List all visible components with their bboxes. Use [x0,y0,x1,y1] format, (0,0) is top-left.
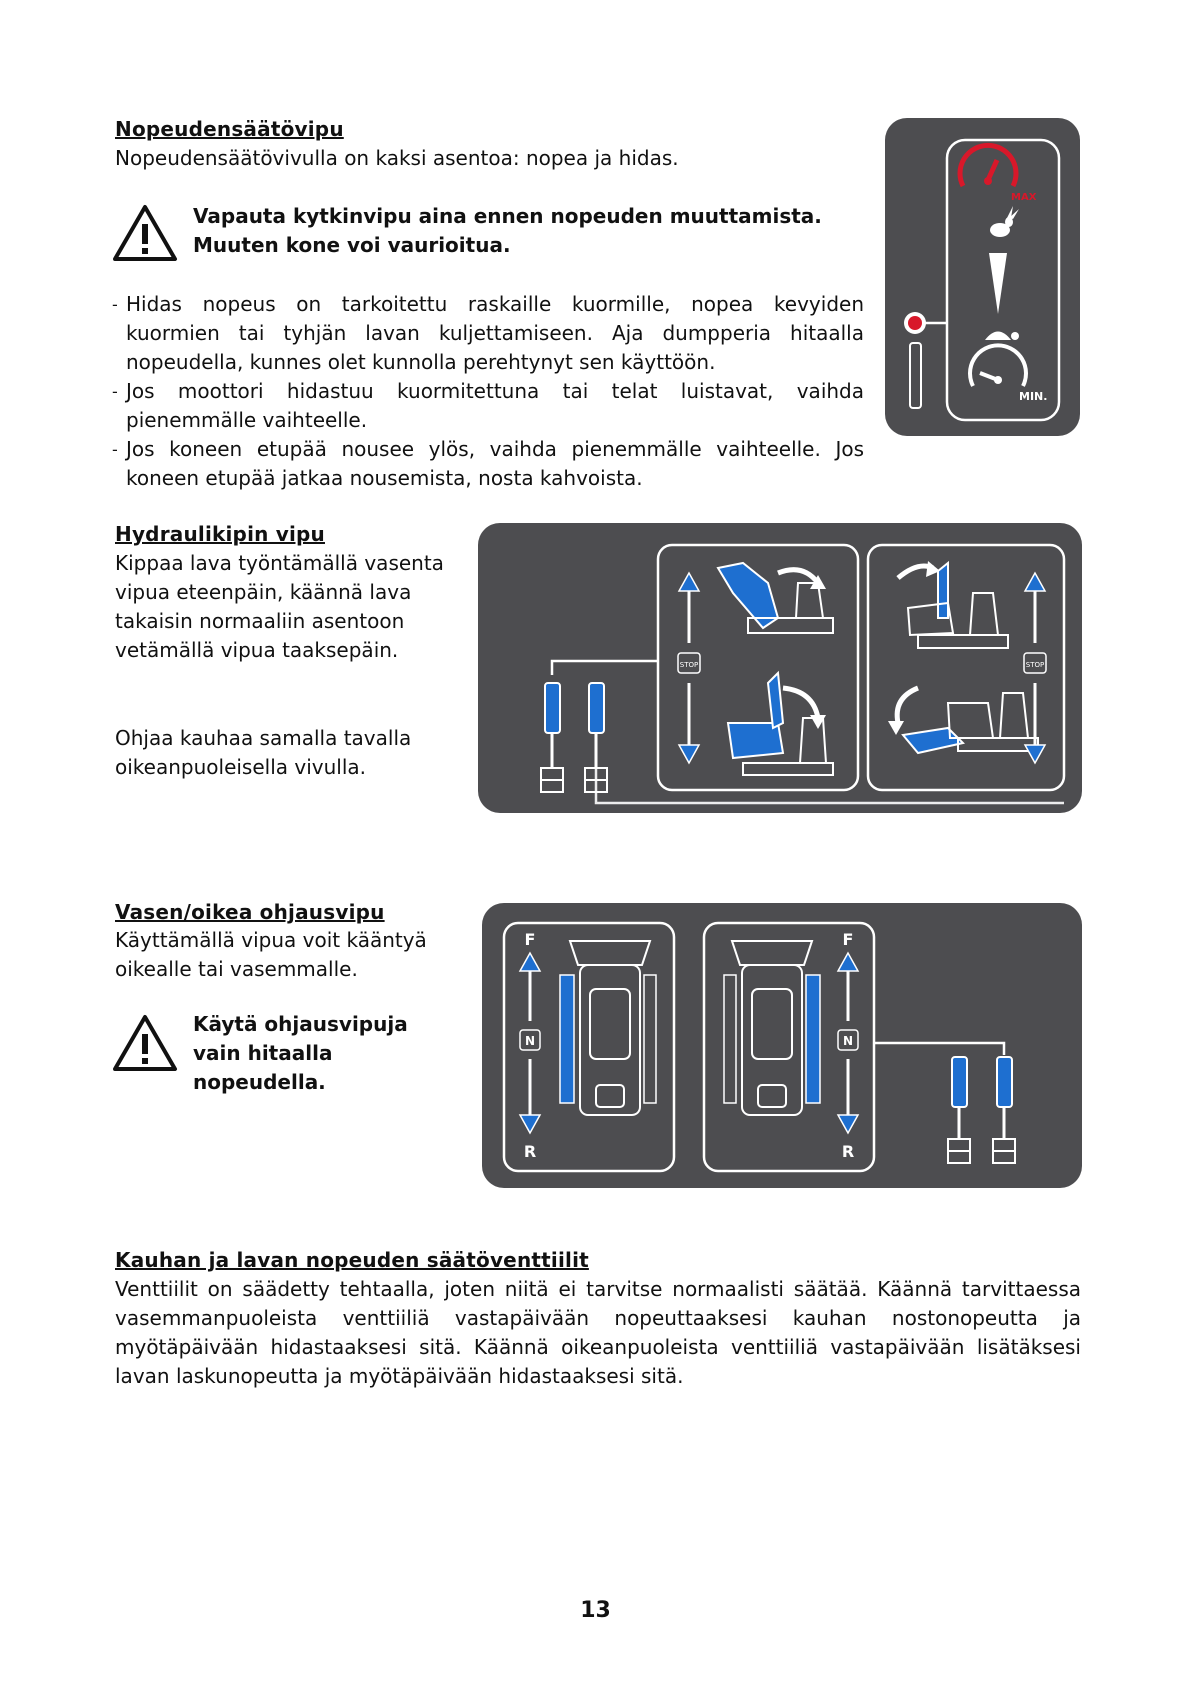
bucket-raise-icon [718,563,833,633]
hydraulic-para2: Ohjaa kauhaa samalla tavalla oikeanpuoleisella vivulla. [115,726,412,779]
steering-warning-line2: vain hitaalla [193,1041,333,1065]
bullet-item: - Jos moottori hidastuu kuormitettuna tai telat luistavat, vaihda pienemmälle vaihteelle. [112,377,864,435]
speed-warning-line2: Muuten kone voi vaurioitua. [193,233,511,257]
speed-intro: Nopeudensäätövivulla on kaksi asentoa: nopea ja hidas. [115,146,679,170]
page-number: 13 [580,1598,611,1623]
skip-return-icon [888,688,1038,753]
hydraulic-para1: Kippaa lava työntämällä vasenta vipua eteenpäin, käännä lava takaisin normaaliin asentoon vetämällä vipua taaksepäin. [115,551,444,662]
svg-text:MAX: MAX [1011,192,1037,203]
fast-speedometer-icon [960,145,1037,203]
speed-lever-diagram [885,118,1080,436]
skip-tip-icon [898,561,1008,648]
steering-lever-diagram [482,903,1082,1188]
steer-right-lever-icon [993,1057,1015,1163]
forward-label-left: F [524,930,536,949]
stop-label-right: STOP [1025,661,1045,669]
steer-left-lever-icon [948,1057,970,1163]
slow-speedometer-icon [970,345,1047,403]
steering-para: Käyttämällä vipua voit kääntyä oikealle tai vasemmalle. [115,928,427,981]
warning-icon [112,1014,178,1072]
left-lever-icon [541,683,563,792]
speed-heading: Nopeudensäätövipu [115,117,344,141]
bucket-lever-arrows-icon [678,573,700,763]
speed-bullet-list [112,290,864,493]
rabbit-icon [990,206,1019,237]
turtle-icon [985,332,1019,341]
right-machine-top-icon [724,941,820,1115]
left-machine-top-icon [560,941,656,1115]
lever-slot [910,343,921,408]
valve-para: Venttiilit on säädetty tehtaalla, joten niitä ei tarvitse normaalisti säätää. Käännä tarvittaessa vasemmanpuoleista venttiiliä vastapäivään nopeuttaaksesi kauhan nostonopeutta ja myötäpäivään hidastaaksesi sitä. Käännä oikeanpuoleista venttiiliä vastapäivään lisätäksesi lavan laskunopeutta ja myötäpäivään hidastaaksesi sitä. [115,1277,1081,1388]
bucket-lower-icon [728,673,833,775]
bullet-item: - Hidas nopeus on tarkoitettu raskaille kuormille, nopea kevyiden kuormien tai tyhjän lavan kuljettamiseen. Aja dumpperia hitaalla nopeudella, kunnes olet kunnolla perehtynyt sen käyttöön. [112,290,864,377]
speed-wedge-icon [989,253,1007,314]
steering-warning-line3: nopeudella. [193,1070,326,1094]
hydraulic-lever-diagram [478,523,1082,813]
left-steer-arrows-icon [520,930,540,1161]
steering-warning-line1: Käytä ohjausvipuja [193,1012,408,1036]
bullet-item: - Jos koneen etupää nousee ylös, vaihda pienemmälle vaihteelle. Jos koneen etupää jatkaa nousemista, nosta kahvoista. [112,435,864,493]
steering-heading: Vasen/oikea ohjausvipu [115,900,385,924]
right-steer-arrows-icon [838,930,858,1161]
stop-label-left: STOP [679,661,699,669]
neutral-label-left: N [524,1034,536,1048]
valve-heading: Kauhan ja lavan nopeuden säätöventtiilit [115,1248,589,1272]
neutral-label-right: N [842,1034,854,1048]
min-label: MIN. [1019,390,1048,403]
hydraulic-heading: Hydraulikipin vipu [115,522,325,546]
reverse-label-left: R [523,1142,537,1161]
forward-label-right: F [842,930,854,949]
warning-icon [112,204,178,262]
speed-warning-line1: Vapauta kytkinvipu aina ennen nopeuden muuttamista. [193,204,822,228]
reverse-label-right: R [841,1142,855,1161]
